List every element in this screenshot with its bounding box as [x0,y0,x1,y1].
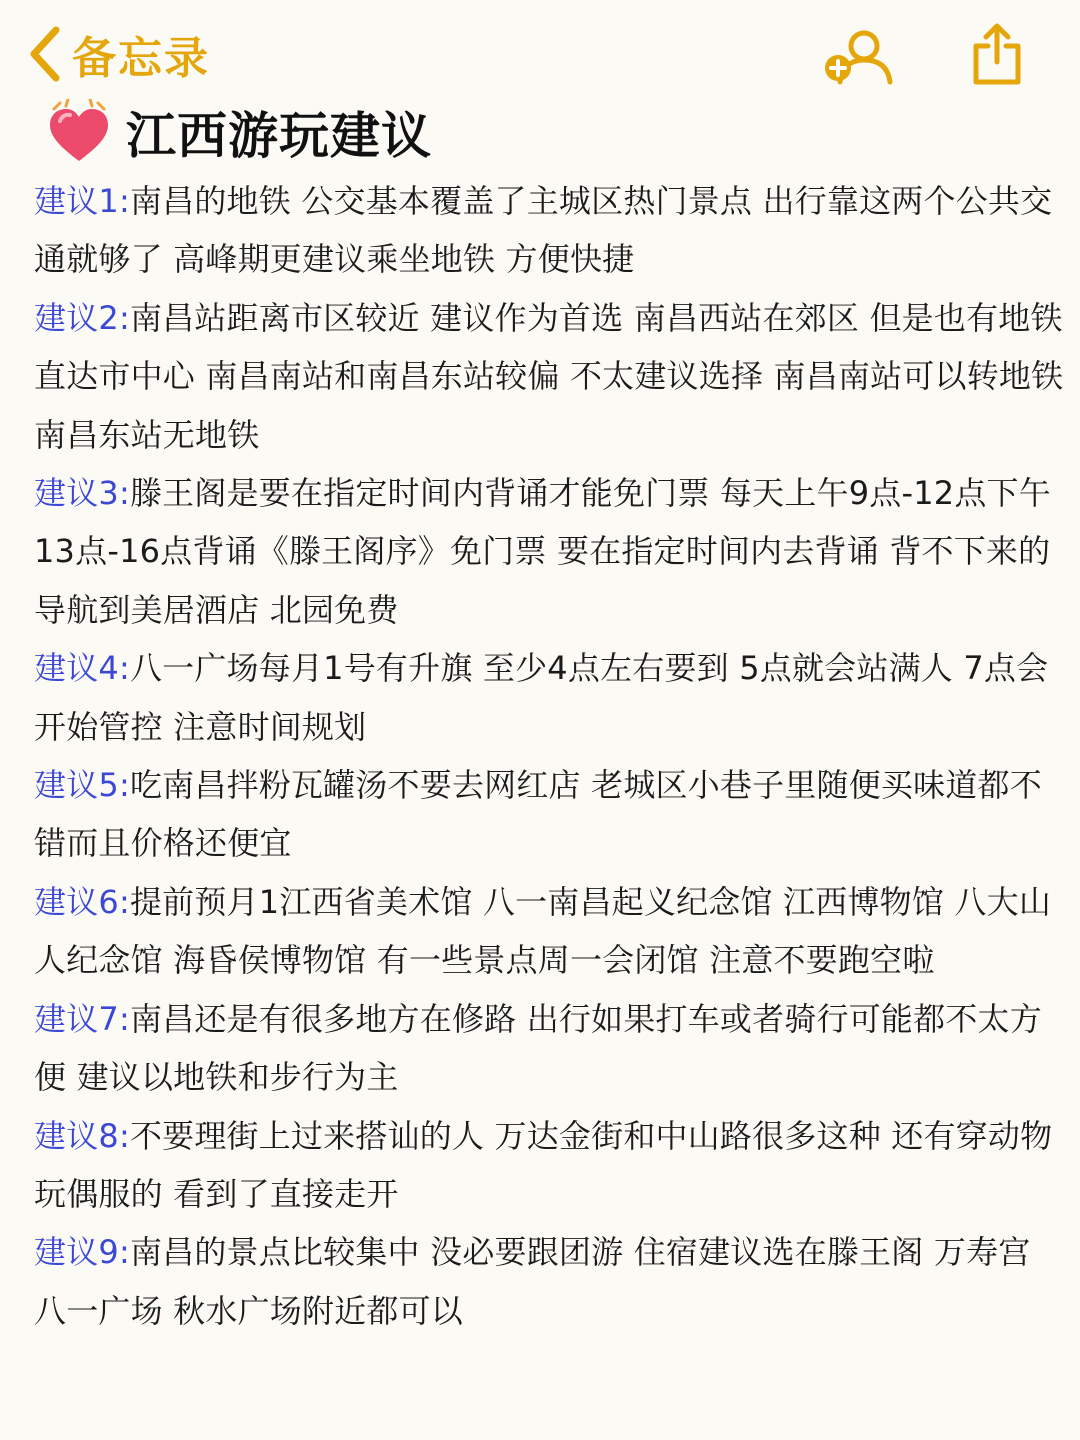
suggestion-2 [34,289,1064,464]
back-button[interactable] [28,22,210,86]
suggestion-9 [34,1223,1064,1340]
suggestion-text: 八一广场每月1号有升旗 至少4点左右要到 5点就会站满人 7点会开始管控 注意时间规划 [34,649,1049,746]
suggestion-tag: 建议8: [34,1116,130,1155]
note-title-row [46,96,432,168]
suggestion-text: 南昌的地铁 公交基本覆盖了主城区热门景点 出行靠这两个公共交通就够了 高峰期更建议乘坐地铁 方便快捷 [34,182,1053,279]
top-bar [0,0,1080,100]
suggestion-3 [34,464,1064,639]
suggestion-text: 南昌站距离市区较近 建议作为首选 南昌西站在郊区 但是也有地铁直达市中心 南昌南站和南昌东站较偏 不太建议选择 南昌南站可以转地铁 南昌东站无地铁 [34,298,1064,454]
suggestion-tag: 建议7: [34,999,130,1038]
heart-icon [46,99,112,165]
suggestion-text: 吃南昌拌粉瓦罐汤不要去网红店 老城区小巷子里随便买味道都不错而且价格还便宜 [34,766,1042,863]
suggestion-6 [34,873,1064,990]
suggestion-5 [34,756,1064,873]
note-title: 江西游玩建议 [126,107,432,165]
suggestion-text: 不要理街上过来搭讪的人 万达金街和中山路很多这种 还有穿动物玩偶服的 看到了直接走开 [34,1116,1053,1213]
share-button[interactable] [970,22,1024,88]
suggestion-7 [34,990,1064,1107]
suggestion-tag: 建议6: [34,882,130,921]
suggestion-tag: 建议3: [34,474,130,513]
suggestion-tag: 建议9: [34,1233,130,1272]
share-icon [970,22,1024,88]
suggestion-1 [34,172,1064,289]
suggestion-8 [34,1107,1064,1224]
suggestion-text: 南昌还是有很多地方在修路 出行如果打车或者骑行可能都不太方便 建议以地铁和步行为主 [34,999,1042,1097]
suggestion-text: 滕王阁是要在指定时间内背诵才能免门票 每天上午9点-12点下午13点-16点背诵《滕王阁序》免门票 要在指定时间内去背诵 背不下来的导航到美居酒店 北园免费 [34,474,1051,629]
add-person-button[interactable] [822,26,898,88]
chevron-left-icon [28,26,62,82]
back-label: 备忘录 [72,33,210,84]
suggestion-tag: 建议2: [34,298,130,337]
suggestion-tag: 建议1: [34,182,130,220]
suggestion-text: 南昌的景点比较集中 没必要跟团游 住宿建议选在滕王阁 万寿宫 八一广场 秋水广场附近都可以 [34,1233,1031,1330]
suggestion-tag: 建议5: [34,766,130,805]
note-body [34,172,1064,1340]
add-person-icon [822,26,898,88]
suggestion-4 [34,639,1064,756]
suggestion-text: 提前预月1江西省美术馆 八一南昌起义纪念馆 江西博物馆 八大山人纪念馆 海昏侯博物馆 有一些景点周一会闭馆 注意不要跑空啦 [34,882,1052,980]
suggestion-tag: 建议4: [34,649,130,688]
